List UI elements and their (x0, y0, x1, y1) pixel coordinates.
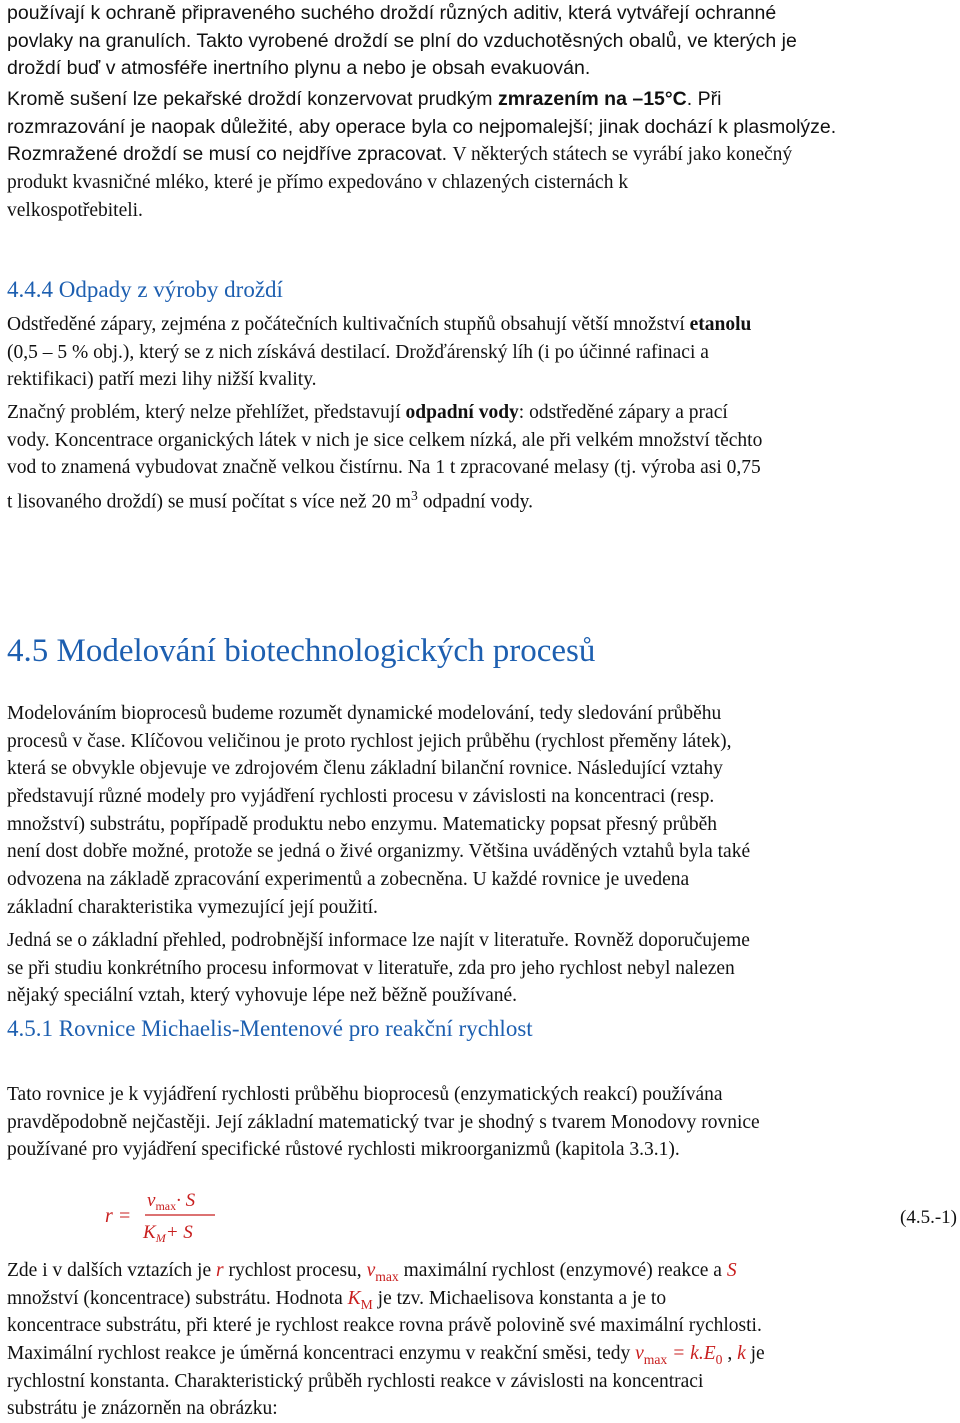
section-heading-michaelis-menten: 4.5.1 Rovnice Michaelis-Mentenové pro reakční rychlost (7, 1016, 533, 1041)
text-line: Jedná se o základní přehled, podrobnější informace lze najít v literatuře. Rovněž doporučujeme (7, 930, 750, 951)
section-heading-waste: 4.4.4 Odpady z výroby droždí (7, 277, 283, 302)
bold-text: etanolu (689, 314, 752, 335)
symbol-r: r (216, 1260, 224, 1281)
subscript: 0 (715, 1351, 723, 1367)
text-run: : odstředěné zápary a prací (518, 402, 728, 423)
chapter-heading-modeling: 4.5 Modelování biotechnologických procesů (7, 633, 596, 669)
formula-denominator: $K_M+ S$ (143, 1222, 193, 1245)
text-run: t lisovaného droždí) se musí počítat s více než 20 m (7, 491, 411, 513)
text-line: používané pro vyjádření specifické růstové rychlosti mikroorganizmů (kapitola 3.3.1). (7, 1139, 680, 1161)
text-line: velkospotřebiteli. (7, 199, 143, 221)
text-line: představují různé modely pro vyjádření rychlosti procesu v závislosti na koncentraci (resp. (7, 786, 715, 808)
text-line: Modelováním bioprocesů budeme rozumět dynamické modelování, tedy sledování průběhu (7, 703, 722, 724)
text-line (7, 1285, 955, 1313)
subscript: max (375, 1268, 399, 1284)
text-run: Značný problém, který nelze přehlížet, představují (7, 402, 406, 423)
text-line (7, 482, 955, 513)
equation-number: (4.5.-1) (900, 1207, 957, 1228)
text-line: vody. Koncentrace organických látek v nich je sice celkem nízká, ale při velkém množství těchto (7, 429, 763, 451)
text-run: Maximální rychlost reakce je úměrná koncentraci enzymu v reakční směsi, tedy (7, 1343, 636, 1365)
text-run: , (722, 1343, 738, 1365)
text-line (7, 1257, 955, 1285)
text-run: Odstředěné zápary, zejména z počátečních kultivačních stupňů obsahují větší množství (7, 314, 690, 335)
text-line: droždí buď v atmosféře inertního plynu a nebo je obsah evakuován. (7, 57, 591, 80)
text-line: (0,5 – 5 % obj.), který se z nich získává destilací. Drožďárenský líh (i po účinné rafinaci a (7, 341, 709, 363)
text-line: procesů v čase. Klíčovou veličinou je proto rychlost jejich průběhu (rychlost přeměny látek), (7, 730, 732, 752)
text-line (7, 399, 955, 427)
symbol-k: k (737, 1343, 746, 1365)
text-run: Zde i v dalších vztazích je (7, 1260, 216, 1281)
text-line: produkt kvasničné mléko, které je přímo expedováno v chlazených cisternách k (7, 172, 629, 194)
text-line: vod to znamená vybudovat značně velkou čistírnu. Na 1 t zpracované melasy (tj. výroba asi 0,75 (7, 457, 761, 479)
text-run: Kromě sušení lze pekařské droždí konzervovat prudkým (7, 88, 498, 110)
bold-text: zmrazením na –15°C (497, 88, 687, 110)
text-line: není dost dobře možné, protože se jedná o živé organizmy. Většina uváděných vztahů byla také (7, 841, 751, 863)
text-line: Tato rovnice je k vyjádření rychlosti průběhu bioprocesů (enzymatických reakcí) používána (7, 1084, 723, 1105)
text-run: maximální rychlost (enzymové) reakce a (398, 1260, 727, 1281)
paragraph-ethanol (7, 311, 955, 394)
paragraph-overview (7, 927, 955, 1010)
text-run: Rozmražené droždí se musí co nejdříve zpracovat. (7, 143, 453, 166)
text-run: je tzv. Michaelisova konstanta a je to (372, 1287, 667, 1309)
text-line: povlaky na granulích. Takto vyrobené droždí se plní do vzduchotěsných obalů, ve kterých je (7, 29, 797, 52)
symbol-km: K (347, 1287, 361, 1309)
text-line: se při studiu konkrétního procesu informovat v literatuře, zda pro jeho rychlost nebyl nalezen (7, 957, 735, 979)
subscript: max (643, 1351, 668, 1367)
text-run: . Při (686, 88, 722, 110)
paragraph-drying (7, 0, 955, 83)
text-run: množství (koncentrace) substrátu. Hodnota (7, 1287, 348, 1309)
text-line (7, 311, 955, 339)
text-run: V některých státech se vyrábí jako konečný (452, 144, 793, 166)
symbol-vmax: v (366, 1260, 376, 1281)
formula-lhs: r = (105, 1205, 132, 1227)
michaelis-menten-formula (103, 1186, 223, 1246)
symbol-keo: = k.E (667, 1343, 716, 1365)
text-run: je (745, 1343, 765, 1365)
paragraph-modeling (7, 700, 955, 922)
text-line: používají k ochraně připraveného suchého droždí různých aditiv, která vytvářejí ochranné (7, 2, 777, 24)
paragraph-michaelis-menten (7, 1081, 955, 1164)
text-line: rychlostní konstanta. Charakteristický průběh rychlosti reakce v závislosti na koncentraci (7, 1370, 704, 1392)
symbol-vmax: v (635, 1343, 644, 1365)
text-line: nějaký speciální vztah, který vyhovuje lépe než běžně používané. (7, 985, 518, 1007)
superscript: 3 (411, 488, 418, 504)
text-line: rozmrazování je naopak důležité, aby operace byla co nejpomalejší; jinak dochází k plasmolýze. (7, 115, 837, 138)
paragraph-definitions (7, 1257, 955, 1423)
text-line (7, 141, 955, 169)
text-line: rektifikaci) patří mezi lihy nižší kvality. (7, 369, 317, 391)
subscript: M (360, 1296, 373, 1312)
paragraph-freezing (7, 86, 955, 224)
symbol-s: S (726, 1260, 737, 1281)
bold-text: odpadní vody (405, 402, 519, 423)
paragraph-waste-water (7, 399, 955, 513)
text-line: substrátu je znázorněn na obrázku: (7, 1398, 278, 1420)
formula-numerator-v: $v_{max}\cdot S$ (147, 1190, 196, 1213)
text-line (7, 86, 955, 114)
text-run: odpadní vody. (417, 491, 534, 513)
text-line: základní charakteristika vymezující její použití. (7, 896, 378, 918)
text-line (7, 1340, 955, 1368)
text-line: pravděpodobně nejčastěji. Její základní matematický tvar je shodný s tvarem Monodovy rovnice (7, 1111, 760, 1133)
text-line: množství) substrátu, popřípadě produktu nebo enzymu. Matematicky popsat přesný průběh (7, 813, 717, 835)
text-line: která se obvykle objevuje ve zdrojovém členu základní bilanční rovnice. Následující vztahy (7, 758, 723, 780)
text-line: koncentrace substrátu, při které je rychlost reakce rovna právě polovině své maximální rychlosti. (7, 1315, 762, 1337)
text-run: rychlost procesu, (223, 1260, 367, 1281)
text-line: odvozena na základě zpracování experimentů a zobecněna. U každé rovnice je uvedena (7, 869, 690, 891)
